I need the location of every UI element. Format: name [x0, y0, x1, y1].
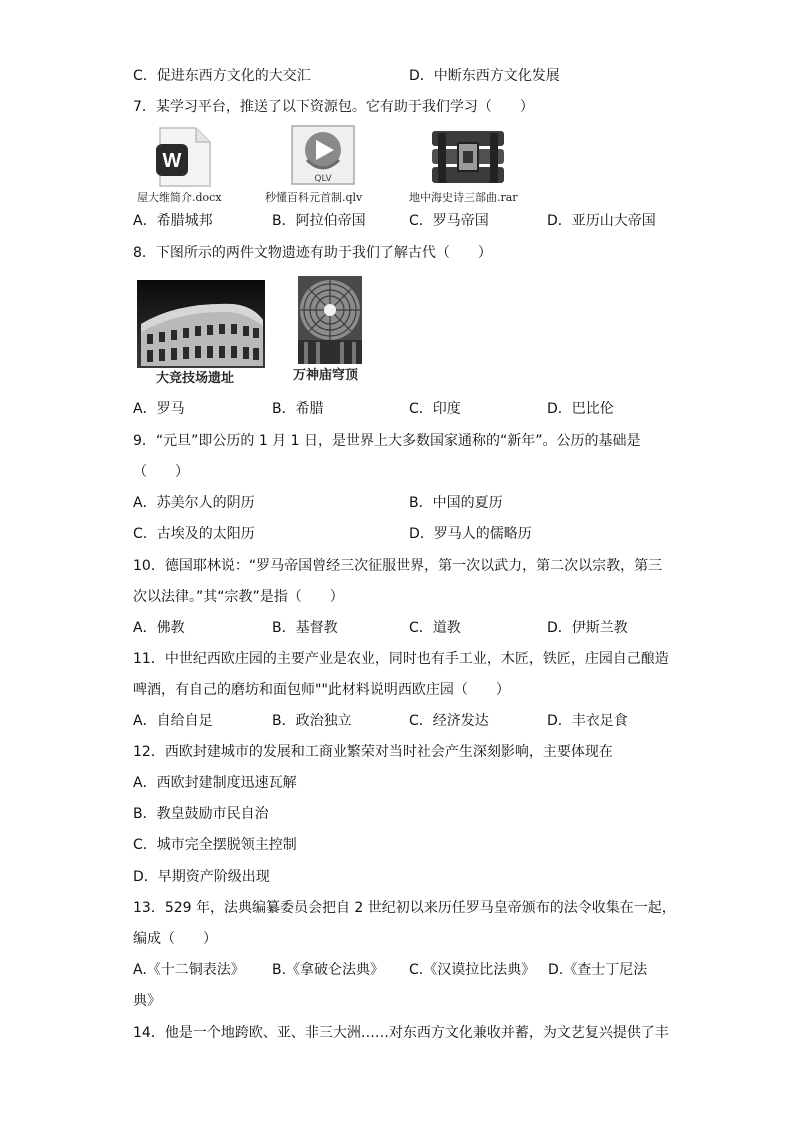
- q6-option-c: C．促进东西方文化的大交汇: [133, 68, 311, 84]
- q11-option-b: B．政治独立: [272, 713, 352, 729]
- q13-option-c: C.《汉谟拉比法典》: [409, 962, 536, 978]
- q11-stem-line1: 11．中世纪西欧庄园的主要产业是农业，同时也有手工业，木匠，铁匠，庄园自己酿造: [133, 651, 669, 667]
- pantheon-caption: 万神庙穹顶: [293, 368, 359, 383]
- q10-option-a: A．佛教: [133, 620, 185, 636]
- q13-option-b: B.《拿破仑法典》: [272, 962, 385, 978]
- q7-option-c: C．罗马帝国: [409, 213, 489, 229]
- colosseum-photo: [137, 280, 265, 368]
- q9-option-c: C．古埃及的太阳历: [133, 526, 255, 542]
- q12-option-b: B．教皇鼓励市民自治: [133, 806, 269, 822]
- pantheon-dome-photo: [298, 276, 362, 364]
- q8-stem: 8．下图所示的两件文物遗迹有助于我们了解古代（ ）: [133, 245, 492, 261]
- q10-option-d: D．伊斯兰教: [547, 620, 628, 636]
- q12-option-c: C．城市完全摆脱领主控制: [133, 837, 297, 853]
- q13-option-a: A.《十二铜表法》: [133, 962, 245, 978]
- qlv-badge: QLV: [314, 174, 332, 184]
- q14-stem-line1: 14．他是一个地跨欧、亚、非三大洲……对东西方文化兼收并蓄，为文艺复兴提供了丰: [133, 1025, 669, 1041]
- q9-option-a: A．苏美尔人的阴历: [133, 495, 255, 511]
- q7-stem: 7．某学习平台，推送了以下资源包。它有助于我们学习（ ）: [133, 99, 534, 115]
- q11-stem-line2: 啤酒，有自己的磨坊和面包师""此材料说明西欧庄园（ ）: [133, 682, 510, 698]
- file-caption-rar: 地中海史诗三部曲.rar: [409, 191, 518, 204]
- q9-stem-line1: 9．“元旦”即公历的 1 月 1 日，是世界上大多数国家通称的“新年”。公历的基础是: [133, 433, 641, 449]
- word-file-icon: [150, 126, 216, 188]
- colosseum-caption: 大竞技场遗址: [156, 371, 235, 386]
- q12-option-d: D．早期资产阶级出现: [133, 869, 270, 885]
- q13-stem-line1: 13．529 年，法典编纂委员会把自 2 世纪初以来历任罗马皇帝颁布的法令收集在一起，: [133, 900, 676, 916]
- q9-option-b: B．中国的夏历: [409, 495, 503, 511]
- q8-option-d: D．巴比伦: [547, 401, 614, 417]
- q8-option-c: C．印度: [409, 401, 461, 417]
- winrar-archive-icon: [428, 127, 508, 187]
- q10-stem-line2: 次以法律。”其“宗教”是指（ ）: [133, 589, 344, 605]
- file-caption-qlv: 秒懂百科元首制.qlv: [265, 191, 363, 204]
- file-caption-docx: 屋大维简介.docx: [137, 191, 222, 204]
- q7-option-d: D．亚历山大帝国: [547, 213, 656, 229]
- q11-option-c: C．经济发达: [409, 713, 489, 729]
- q12-option-a: A．西欧封建制度迅速瓦解: [133, 775, 297, 791]
- q6-option-d: D．中断东西方文化发展: [409, 68, 560, 84]
- q8-option-b: B．希腊: [272, 401, 324, 417]
- q11-option-d: D．丰衣足食: [547, 713, 628, 729]
- q8-option-a: A．罗马: [133, 401, 185, 417]
- q7-option-b: B．阿拉伯帝国: [272, 213, 366, 229]
- video-play-icon: [289, 124, 361, 186]
- q7-option-a: A．希腊城邦: [133, 213, 213, 229]
- q13-option-d: D.《查士丁尼法: [548, 962, 648, 978]
- q9-option-d: D．罗马人的儒略历: [409, 526, 532, 542]
- word-badge: W: [162, 150, 182, 172]
- q11-option-a: A．自给自足: [133, 713, 213, 729]
- q10-option-c: C．道教: [409, 620, 461, 636]
- q13-stem-line2: 编成（ ）: [133, 931, 217, 947]
- q13-option-d-wrap: 典》: [133, 993, 161, 1009]
- q9-stem-line2: （ ）: [133, 464, 189, 480]
- q10-option-b: B．基督教: [272, 620, 338, 636]
- q10-stem-line1: 10．德国耶林说：“罗马帝国曾经三次征服世界，第一次以武力，第二次以宗教，第三: [133, 558, 663, 574]
- q12-stem: 12．西欧封建城市的发展和工商业繁荣对当时社会产生深刻影响，主要体现在: [133, 744, 613, 760]
